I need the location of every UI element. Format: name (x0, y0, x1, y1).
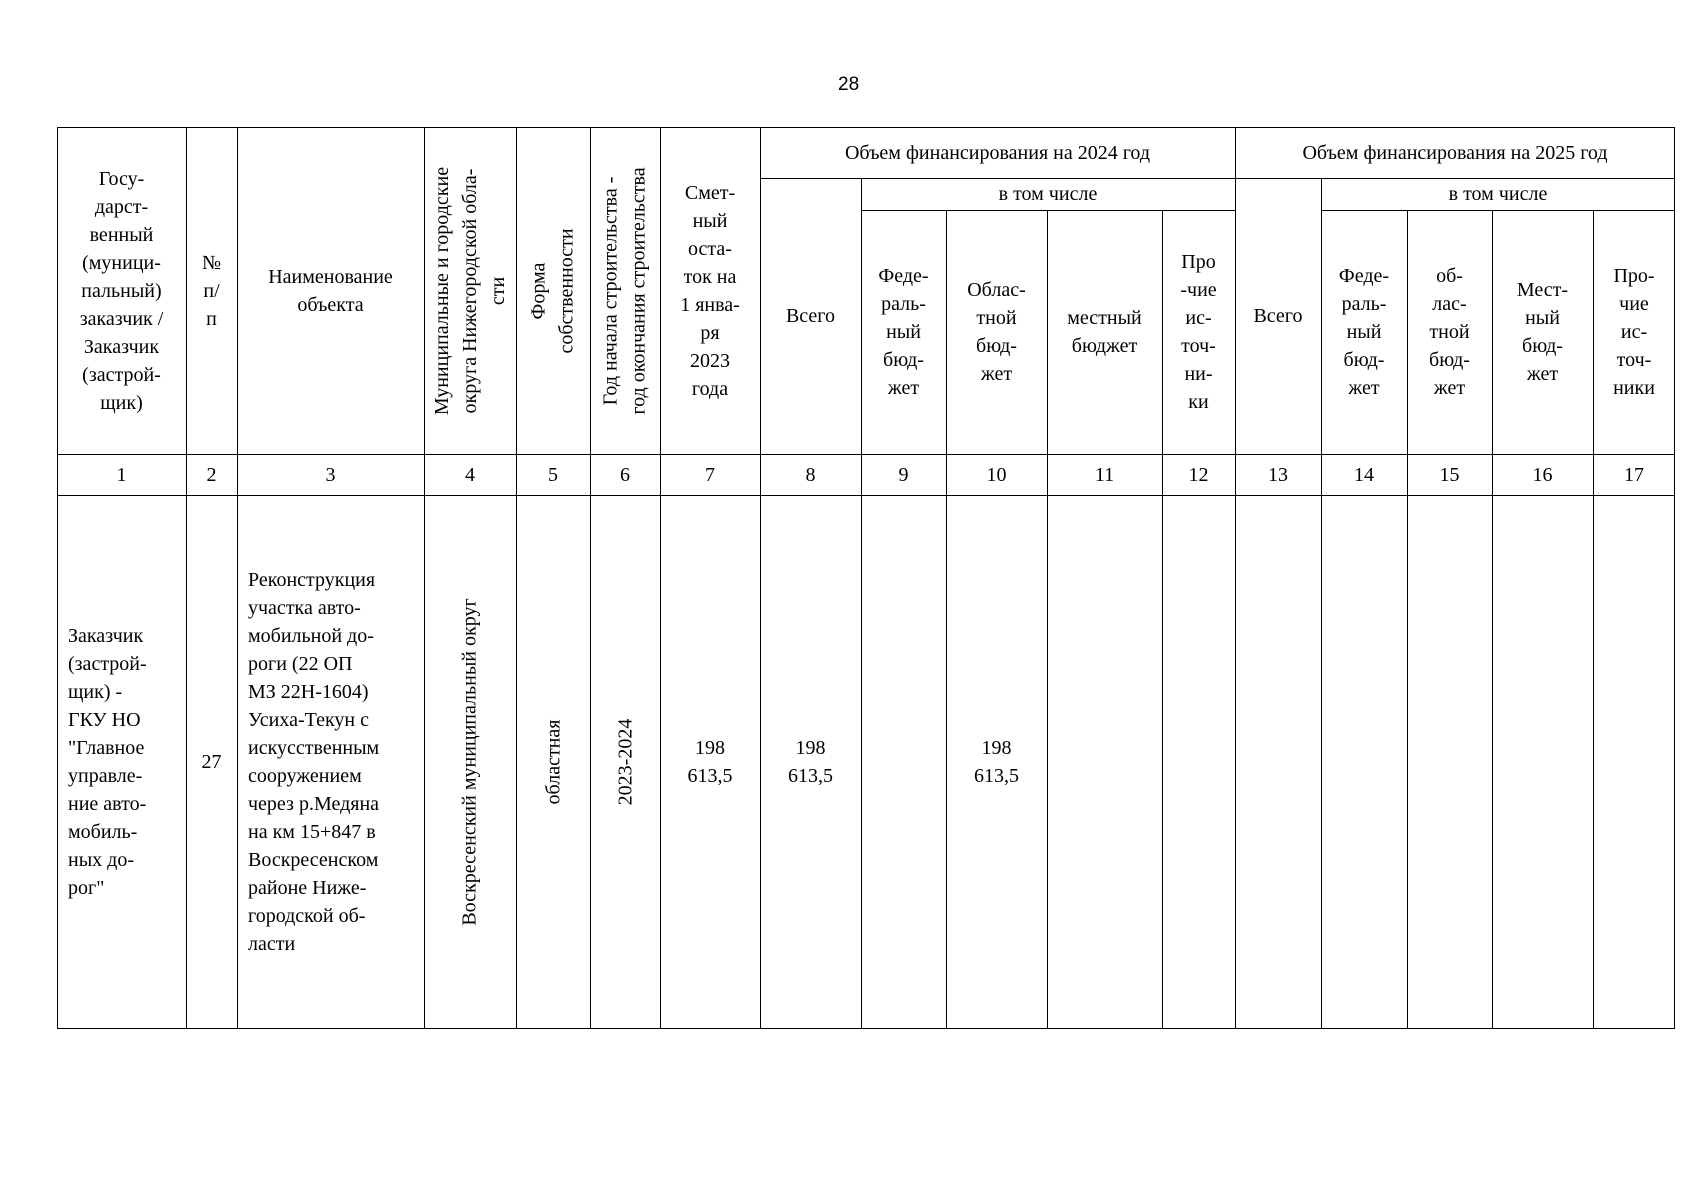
cell-customer: Заказчик (застрой- щик) - ГКУ НО "Главное управле- ние авто- мобиль- ных до- рог" (68, 625, 147, 899)
header-federal-2025: Феде- раль- ный бюд- жет (1338, 265, 1390, 399)
header-other-2025: Про- чие ис- точ- ники (1613, 265, 1655, 399)
header-total-2024: Всего (785, 305, 836, 327)
header-total-2025: Всего (1253, 305, 1303, 327)
column-number-9: 9 (898, 463, 909, 486)
column-number-14: 14 (1354, 463, 1374, 486)
cell-number: 27 (201, 751, 222, 773)
column-number-16: 16 (1532, 463, 1553, 486)
cell-ownership: областная (542, 719, 564, 805)
column-number-6: 6 (620, 463, 630, 486)
header-including-2025: в том числе (1448, 183, 1548, 205)
header-federal-2024: Феде- раль- ный бюд- жет (878, 265, 929, 399)
column-number-8: 8 (805, 463, 816, 486)
column-number-3: 3 (325, 463, 336, 486)
header-funding-2024: Объем финансирования на 2024 год (844, 141, 1151, 164)
cell-municipality: Воскресенский муниципальный округ (459, 598, 481, 926)
header-including-2024: в том числе (998, 183, 1098, 205)
cell-total-2024: 198 613,5 (788, 737, 833, 787)
cell-object-name: Реконструкция участка авто- мобильной до- роги (22 ОП МЗ 22Н-1604) Усиха-Текун с искусственным сооружением через р.Медяна на км 15+847 в Воскресенском районе Ниже- городской об- ласти (248, 569, 380, 955)
column-number-5: 5 (548, 463, 558, 486)
header-regional-2025: об- лас- тной бюд- жет (1429, 265, 1470, 399)
column-number-15: 15 (1439, 463, 1460, 486)
cell-construction-years: 2023-2024 (614, 718, 637, 806)
header-municipality: Муниципальные и городские округа Нижегородской обла- сти (431, 166, 509, 415)
header-local-2025: Мест- ный бюд- жет (1516, 279, 1569, 385)
header-funding-2025: Объем финансирования на 2025 год (1302, 141, 1608, 164)
header-local-2024: местный бюджет (1067, 307, 1142, 357)
column-number-17: 17 (1624, 463, 1644, 486)
header-other-2024: Про -чие ис- точ- ни- ки (1180, 251, 1217, 413)
column-number-11: 11 (1094, 463, 1115, 486)
cell-regional-2024: 198 613,5 (974, 737, 1019, 787)
column-number-13: 13 (1268, 463, 1288, 486)
header-regional-2024: Облас- тной бюд- жет (967, 279, 1026, 385)
header-number: № п/ п (201, 251, 222, 330)
header-construction-years: Год начала строительства - год окончания строительства (600, 166, 650, 415)
header-object-name: Наименование объекта (268, 265, 393, 316)
header-estimated-balance: Смет- ный оста- ток на 1 янва- ря 2023 года (680, 181, 740, 400)
column-number-4: 4 (465, 463, 475, 486)
column-number-10: 10 (986, 463, 1007, 486)
header-customer: Госу- дарст- венный (муници- пальный) заказчик / Заказчик (застрой- щик) (79, 167, 164, 414)
column-number-1: 1 (116, 463, 127, 486)
page-number: 28 (838, 74, 860, 95)
column-number-7: 7 (705, 463, 715, 486)
header-ownership: Форма собственности (528, 227, 579, 354)
cell-estimated-balance: 198 613,5 (687, 737, 733, 787)
column-number-12: 12 (1188, 463, 1209, 486)
column-number-2: 2 (206, 463, 217, 486)
